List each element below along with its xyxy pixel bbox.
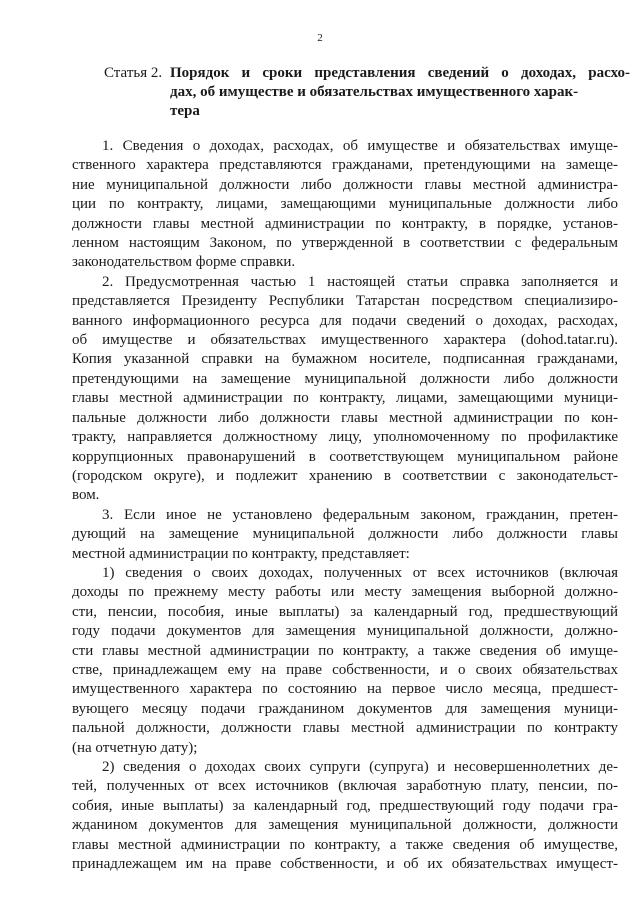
paragraph-line: стве, принадлежащем ему на праве собственности, и о своих обязательствах [72, 661, 618, 678]
paragraph-line: 3. Если иное не установлено федеральным законом, гражданин, претен- [102, 506, 618, 523]
article-body [72, 137, 618, 874]
paragraph-line: законодательством форме справки. [72, 254, 296, 271]
paragraph-line: вующего месяцу подачи гражданином документов для замещения муници- [72, 700, 618, 717]
paragraph-line: Копия указанной справки на бумажном носителе, подписанная гражданами, [72, 351, 618, 368]
paragraph-line: году подачи документов для замещения муниципальной должности, должно- [72, 623, 618, 640]
article-title-line: дах, об имуществе и обязательствах имущественного харак- [170, 84, 579, 100]
paragraph-line: сти главы местной администрации по контракту, а также сведения об имуще- [72, 642, 618, 659]
paragraph-line: доходы по прежнему месту работы или месту замещения выборной должно- [72, 584, 618, 601]
paragraph-line: тей, полученных от всех источников (включая заработную плату, пенсии, по- [72, 778, 618, 795]
paragraph-line: имущественного характера по состоянию на первое число месяца, предшест- [72, 681, 618, 698]
paragraph-line: представляется Президенту Республики Татарстан посредством специализиро- [72, 293, 618, 310]
paragraph-line: (на отчетную дату); [72, 739, 198, 756]
paragraph-line: ции по контракту, лицами, замещающими муниципальные должности либо [72, 196, 618, 213]
paragraph-line: ственного характера представляются гражданами, претендующими на замеще- [72, 157, 618, 174]
article-label: Статья 2. [104, 65, 163, 81]
paragraph-line: об имуществе и обязательствах имущественного характера (dohod.tatar.ru). [72, 332, 618, 349]
paragraph-line: вом. [72, 487, 100, 504]
paragraph-line: принадлежащем им на праве собственности, и об их обязательствах имущест- [72, 856, 618, 873]
article-title-line: тера [170, 103, 200, 119]
paragraph-line: претендующими на замещение муниципальной должности либо должности [72, 370, 618, 387]
paragraph-line: пальные должности либо должности главы местной администрации по кон- [72, 409, 618, 426]
paragraph-line: ленном настоящим Законом, по утвержденной в соответствии с федеральным [72, 235, 618, 252]
paragraph-line: дующий на замещение муниципальной должности либо должности главы [72, 526, 618, 543]
paragraph-line: сти, пенсии, пособия, иные выплаты) за календарный год, предшествующий [72, 603, 618, 620]
paragraph-line: местной администрации по контракту, представляет: [72, 545, 410, 562]
article-title-line: Порядок и сроки представления сведений о доходах, расхо- [170, 65, 630, 81]
paragraph-line: 1) сведения о своих доходах, полученных от всех источников (включая [102, 564, 618, 581]
article-title [170, 64, 630, 121]
paragraph-line: (городском округе), и подлежит хранению в соответствии с законодательст- [72, 467, 618, 484]
paragraph-line: тракту, направляется должностному лицу, уполномоченному по профилактике [72, 429, 618, 446]
paragraph-line: жданином документов для замещения муниципальной должности, должности [72, 817, 618, 834]
paragraph-line: главы местной администрации по контракту, а также сведения об имуществе, [72, 836, 618, 853]
paragraph-line: 2. Предусмотренная частью 1 настоящей статьи справка заполняется и [102, 273, 618, 290]
paragraph-line: пальной должности, должности главы местной администрации по контракту [72, 720, 618, 737]
paragraph-line: 2) сведения о доходах своих супруги (супруга) и несовершеннолетних де- [102, 759, 618, 775]
page-number: 2 [317, 32, 323, 44]
paragraph-line: коррупционных правонарушений в соответствующем муниципальном районе [72, 448, 618, 465]
paragraph-line: должности главы местной администрации по контракту, в порядке, установ- [72, 215, 618, 232]
paragraph-line: ние муниципальной должности либо должности главы местной администра- [72, 176, 618, 193]
paragraph-line: 1. Сведения о доходах, расходах, об имуществе и обязательствах имуще- [102, 138, 618, 154]
paragraph-line: собия, иные выплаты) за календарный год, предшествующий году подачи гра- [72, 797, 618, 814]
paragraph-line: ванного информационного ресурса для подачи сведений о доходах, расходах, [72, 312, 618, 329]
paragraph-line: главы местной администрации по контракту, лицами, замещающими муници- [72, 390, 618, 407]
